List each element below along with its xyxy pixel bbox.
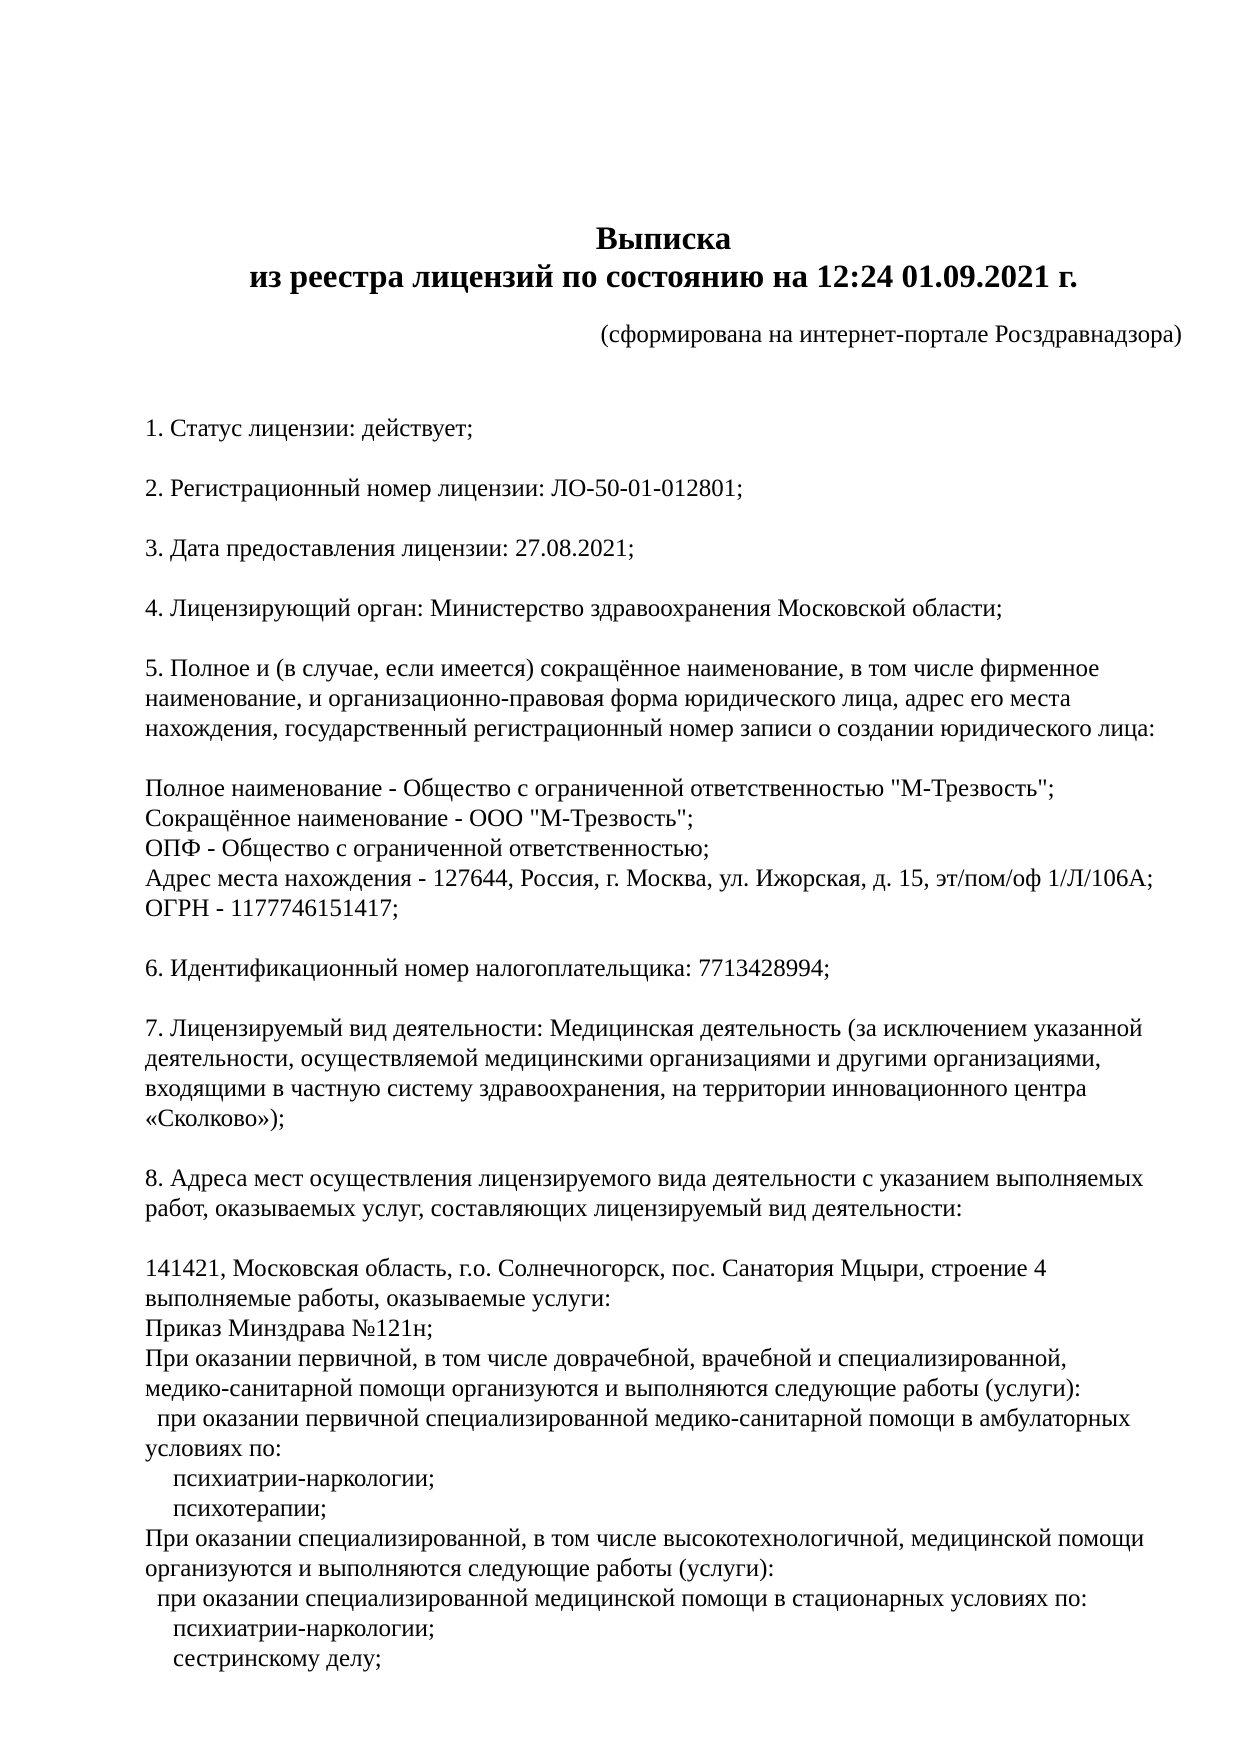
text-line: 8. Адреса мест осуществления лицензируемого вида деятельности с указанием выполняемых	[145, 1165, 1144, 1192]
text-line: входящими в частную систему здравоохранения, на территории инновационного центра	[145, 1075, 1087, 1102]
text-line: ОГРН - 1177746151417;	[145, 895, 399, 922]
text-line: психотерапии;	[173, 1495, 327, 1522]
text-line: 2. Регистрационный номер лицензии: ЛО-50-01-012801;	[145, 475, 744, 502]
text-line: при оказании специализированной медицинской помощи в стационарных условиях по:	[157, 1585, 1088, 1612]
paragraph	[145, 1014, 1182, 1134]
text-line: 1. Статус лицензии: действует;	[145, 415, 474, 442]
document-subtitle: (сформирована на интернет-портале Росздравнадзора)	[600, 321, 1182, 348]
document-title	[145, 220, 1182, 296]
document-title-line1: Выписка	[595, 221, 732, 257]
text-line: медико-санитарной помощи организуются и выполняются следующие работы (услуги):	[145, 1375, 1081, 1402]
text-line: При оказании специализированной, в том числе высокотехнологичной, медицинской помощи	[145, 1525, 1145, 1552]
text-line: Сокращённое наименование - ООО "М-Трезвость";	[145, 805, 694, 832]
document-body	[145, 414, 1182, 1674]
paragraph	[145, 654, 1182, 744]
text-line: При оказании первичной, в том числе доврачебной, врачебной и специализированной,	[145, 1345, 1067, 1372]
text-line: Приказ Минздрава №121н;	[145, 1315, 434, 1342]
text-line: работ, оказываемых услуг, составляющих лицензируемый вид деятельности:	[145, 1195, 963, 1222]
document-title-line2: из реестра лицензий по состоянию на 12:24 01.09.2021 г.	[249, 259, 1078, 295]
text-line: психиатрии-наркологии;	[173, 1465, 435, 1492]
text-line: Адрес места нахождения - 127644, Россия, г. Москва, ул. Ижорская, д. 15, эт/пом/оф 1/Л/106А;	[145, 865, 1154, 892]
paragraph	[145, 774, 1182, 924]
text-line: условиях по:	[145, 1435, 282, 1462]
text-line: выполняемые работы, оказываемые услуги:	[145, 1285, 612, 1312]
text-line: наименование, и организационно-правовая форма юридического лица, адрес его места	[145, 685, 1071, 712]
text-line: при оказании первичной специализированной медико-санитарной помощи в амбулаторных	[157, 1405, 1131, 1432]
text-line: организуются и выполняются следующие работы (услуги):	[145, 1555, 775, 1582]
text-line: Полное наименование - Общество с ограниченной ответственностью "М-Трезвость";	[145, 775, 1055, 802]
paragraph	[145, 474, 1182, 504]
text-line: 141421, Московская область, г.о. Солнечногорск, пос. Санатория Мцыри, строение 4	[145, 1255, 1047, 1282]
text-line: сестринскому делу;	[173, 1645, 382, 1672]
text-line: деятельности, осуществляемой медицинскими организациями и другими организациями,	[145, 1045, 1102, 1072]
text-line: 4. Лицензирующий орган: Министерство здравоохранения Московской области;	[145, 595, 1003, 622]
paragraph	[145, 1164, 1182, 1224]
text-line: нахождения, государственный регистрационный номер записи о создании юридического лица:	[145, 715, 1156, 742]
text-line: 3. Дата предоставления лицензии: 27.08.2021;	[145, 535, 635, 562]
paragraph	[145, 954, 1182, 984]
text-line: 6. Идентификационный номер налогоплательщика: 7713428994;	[145, 955, 831, 982]
paragraph	[145, 414, 1182, 444]
text-line: «Сколково»);	[145, 1105, 285, 1132]
text-line: 5. Полное и (в случае, если имеется) сокращённое наименование, в том числе фирменное	[145, 655, 1100, 682]
text-line: психиатрии-наркологии;	[173, 1615, 435, 1642]
paragraph	[145, 594, 1182, 624]
text-line: ОПФ - Общество с ограниченной ответственностью;	[145, 835, 710, 862]
paragraph	[145, 534, 1182, 564]
paragraph	[145, 1254, 1182, 1674]
text-line: 7. Лицензируемый вид деятельности: Медицинская деятельность (за исключением указанной	[145, 1015, 1143, 1042]
